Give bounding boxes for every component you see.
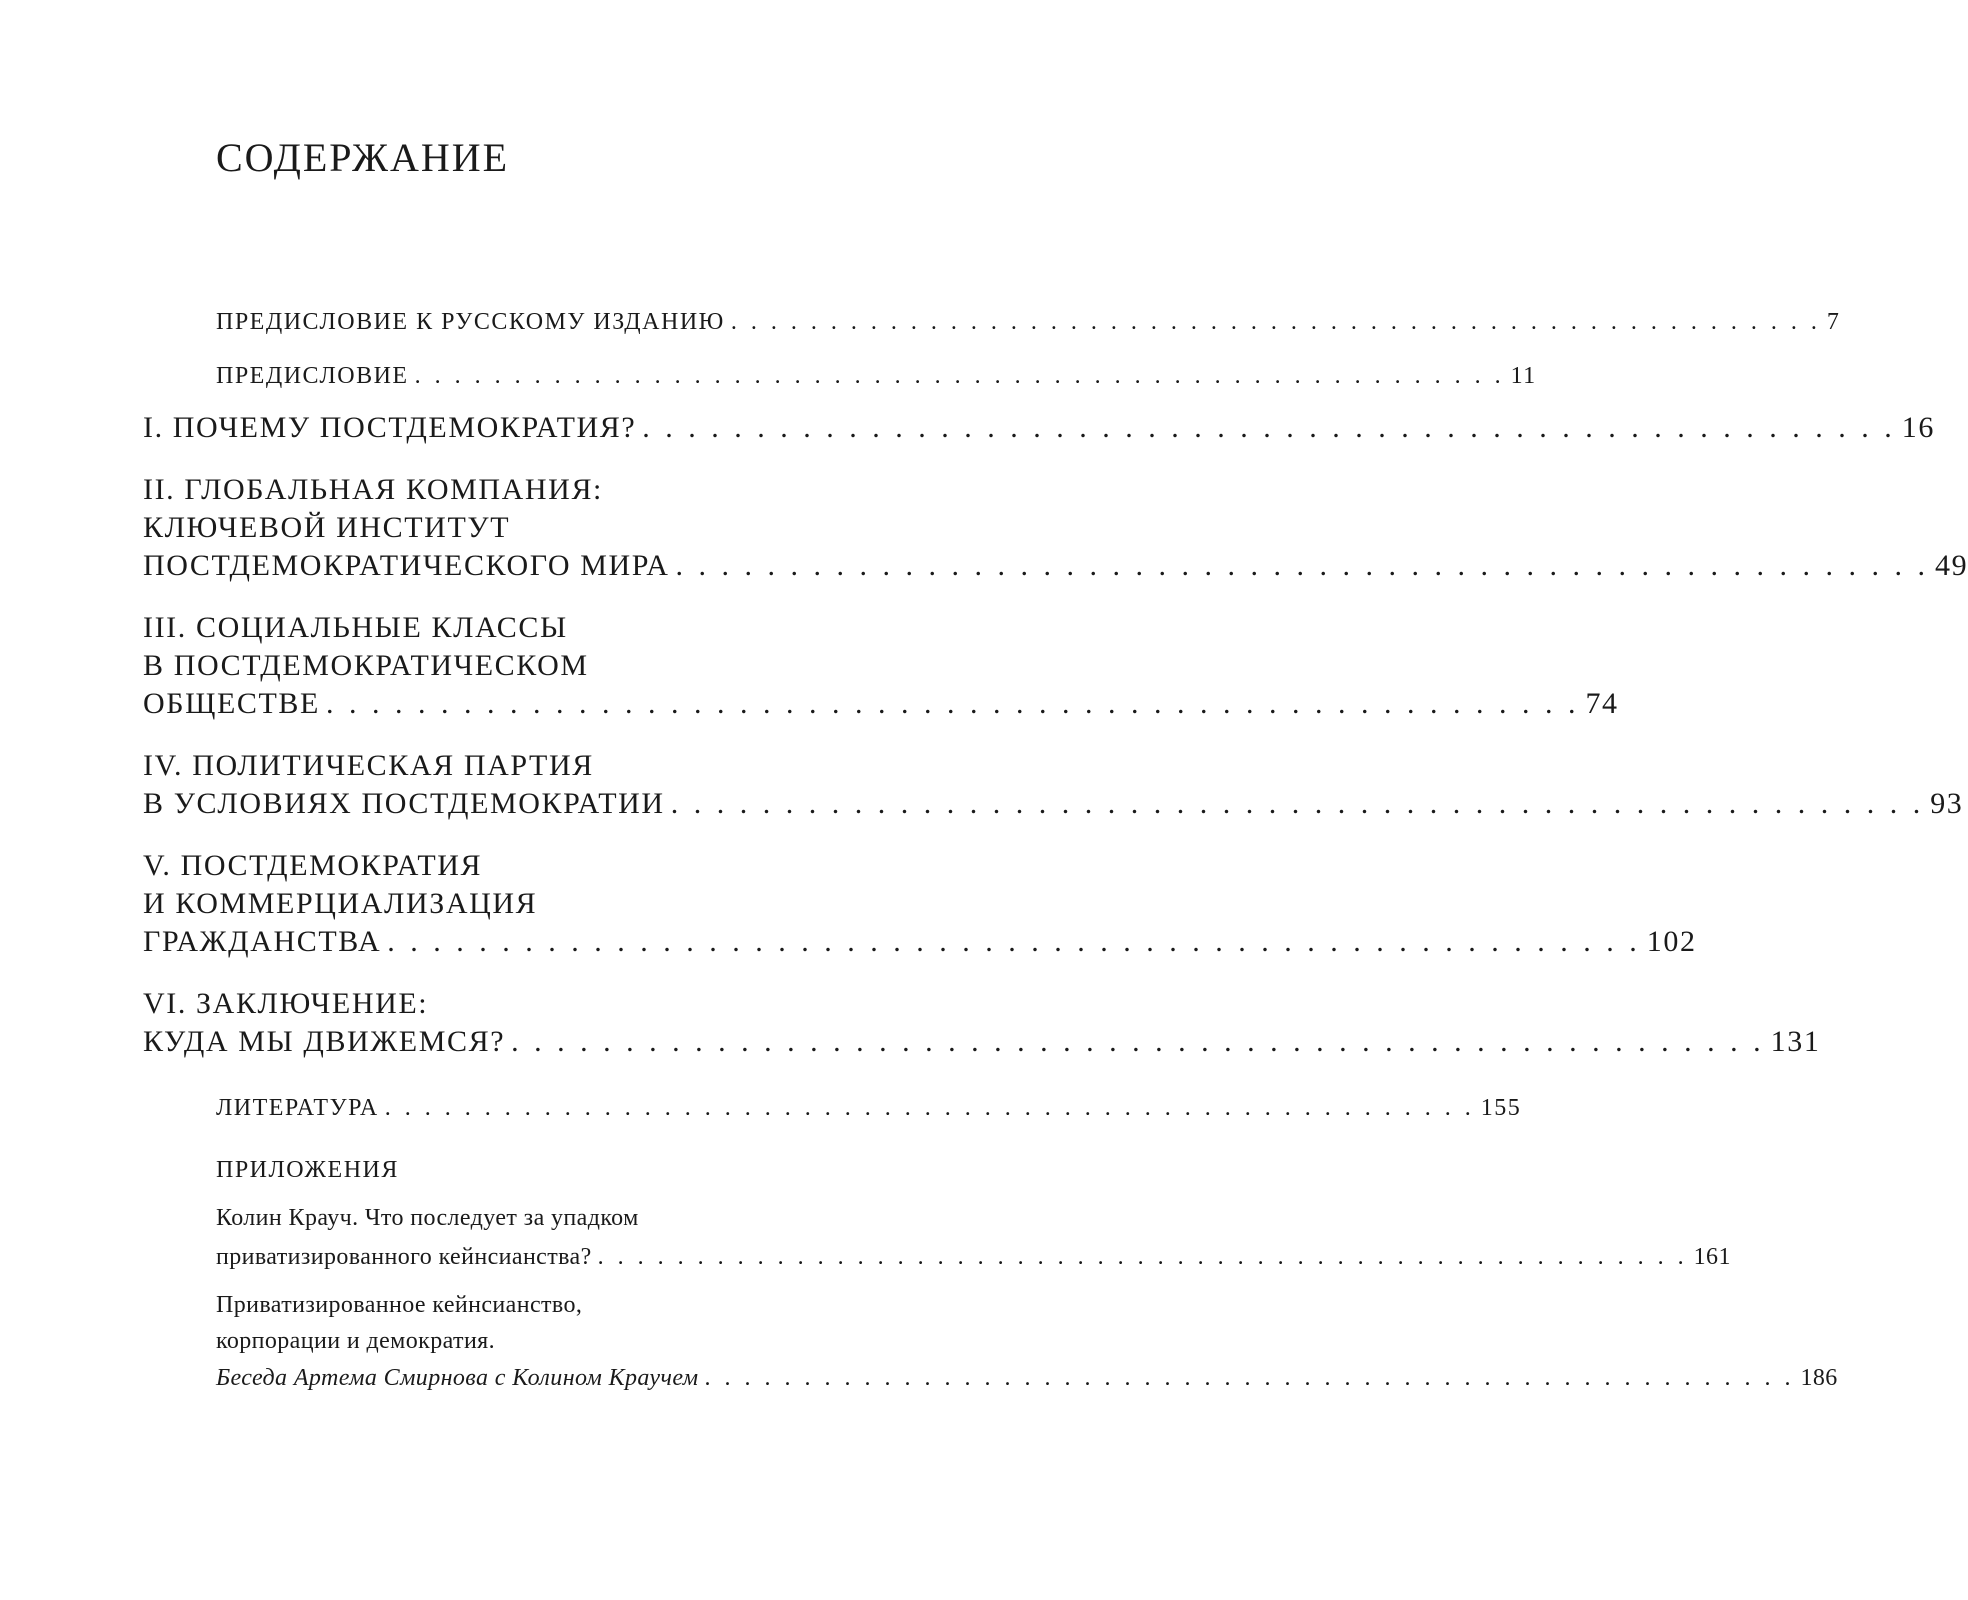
toc-entry-preface[interactable] (216, 356, 1537, 396)
toc-entry-appendix-2[interactable] (216, 1358, 1838, 1398)
page-number: 49 (1935, 549, 1968, 582)
page-number: 7 (1826, 309, 1841, 335)
page-number: 131 (1770, 1025, 1821, 1058)
page-number: 155 (1480, 1095, 1522, 1121)
entry-title: В УСЛОВИЯХ ПОСТДЕМОКРАТИИ (143, 787, 665, 820)
toc-entry-appendix-1[interactable] (216, 1237, 1731, 1277)
page-number: 93 (1930, 787, 1964, 820)
page-number: 11 (1510, 363, 1537, 389)
entry-title: ЛИТЕРАТУРА (216, 1095, 379, 1121)
entry-title: ПРЕДИСЛОВИЕ К РУССКОМУ ИЗДАНИЮ (216, 309, 725, 335)
dot-leader: . . . . . . . . . . . . . . . . . . . . . . . . . . . . . . . . . . . . . . . . . . . . . . . . . . . . . . . (675, 549, 1930, 582)
entry-title: Беседа Артема Смирнова с Колином Краучем (216, 1365, 699, 1391)
dot-leader: . . . . . . . . . . . . . . . . . . . . . . . . . . . . . . . . . . . . . . . . . . . . . . . . . . . . . . . (642, 411, 1896, 444)
dot-leader: . . . . . . . . . . . . . . . . . . . . . . . . . . . . . . . . . . . . . . . . . . . . . . . . . . . . . . . (597, 1244, 1688, 1270)
page-number: 74 (1585, 687, 1619, 720)
appendices-heading: ПРИЛОЖЕНИЯ (216, 1157, 399, 1183)
entry-line: IV. ПОЛИТИЧЕСКАЯ ПАРТИЯ (143, 749, 594, 782)
entry-title: КУДА МЫ ДВИЖЕМСЯ? (143, 1025, 506, 1058)
entry-line: КЛЮЧЕВОЙ ИНСТИТУТ (143, 511, 511, 544)
page-number: 161 (1693, 1244, 1731, 1270)
entry-title: приватизированного кейнсианства? (216, 1244, 592, 1270)
entry-line: VI. ЗАКЛЮЧЕНИЕ: (143, 987, 429, 1020)
page-number: 186 (1800, 1365, 1838, 1391)
dot-leader: . . . . . . . . . . . . . . . . . . . . . . . . . . . . . . . . . . . . . . . . . . . . . . . . . . . . . . . (325, 687, 1580, 720)
entry-line: V. ПОСТДЕМОКРАТИЯ (143, 849, 483, 882)
entry-line: II. ГЛОБАЛЬНАЯ КОМПАНИЯ: (143, 473, 603, 506)
toc-entry-chapter-5[interactable] (143, 922, 1697, 962)
dot-leader: . . . . . . . . . . . . . . . . . . . . . . . . . . . . . . . . . . . . . . . . . . . . . . . . . . . . . . . (414, 363, 1505, 389)
entry-title: ПОСТДЕМОКРАТИЧЕСКОГО МИРА (143, 549, 670, 582)
entry-line: корпорации и демократия. (216, 1328, 496, 1354)
toc-entry-chapter-6[interactable] (143, 1022, 1821, 1062)
entry-line: III. СОЦИАЛЬНЫЕ КЛАССЫ (143, 611, 568, 644)
entry-title: ГРАЖДАНСТВА (143, 925, 382, 958)
page-title: СОДЕРЖАНИЕ (216, 135, 510, 180)
entry-line: В ПОСТДЕМОКРАТИЧЕСКОМ (143, 649, 589, 682)
page-number: 102 (1646, 925, 1697, 958)
dot-leader: . . . . . . . . . . . . . . . . . . . . . . . . . . . . . . . . . . . . . . . . . . . . . . . . . . . . . . . (511, 1025, 1765, 1058)
dot-leader: . . . . . . . . . . . . . . . . . . . . . . . . . . . . . . . . . . . . . . . . . . . . . . . . . . . . . . . (384, 1095, 1475, 1121)
entry-line: Колин Крауч. Что последует за упадком (216, 1205, 639, 1231)
toc-entry-preface-russian[interactable] (216, 302, 1841, 342)
toc-entry-literature[interactable] (216, 1088, 1522, 1128)
dot-leader: . . . . . . . . . . . . . . . . . . . . . . . . . . . . . . . . . . . . . . . . . . . . . . . . . . . . . . . (730, 309, 1821, 335)
dot-leader: . . . . . . . . . . . . . . . . . . . . . . . . . . . . . . . . . . . . . . . . . . . . . . . . . . . . . . . (704, 1365, 1795, 1391)
toc-entry-chapter-4[interactable] (143, 784, 1964, 824)
toc-entry-chapter-2[interactable] (143, 546, 1968, 586)
toc-entry-chapter-1[interactable] (143, 408, 1935, 448)
toc-entry-chapter-3[interactable] (143, 684, 1619, 724)
entry-line: Приватизированное кейнсианство, (216, 1292, 583, 1318)
entry-title: ПРЕДИСЛОВИЕ (216, 363, 409, 389)
dot-leader: . . . . . . . . . . . . . . . . . . . . . . . . . . . . . . . . . . . . . . . . . . . . . . . . . . . . . . . (387, 925, 1641, 958)
entry-line: И КОММЕРЦИАЛИЗАЦИЯ (143, 887, 538, 920)
dot-leader: . . . . . . . . . . . . . . . . . . . . . . . . . . . . . . . . . . . . . . . . . . . . . . . . . . . . . . . (670, 787, 1925, 820)
entry-title: ОБЩЕСТВЕ (143, 687, 320, 720)
page-number: 16 (1901, 411, 1935, 444)
entry-title: I. ПОЧЕМУ ПОСТДЕМОКРАТИЯ? (143, 411, 637, 444)
